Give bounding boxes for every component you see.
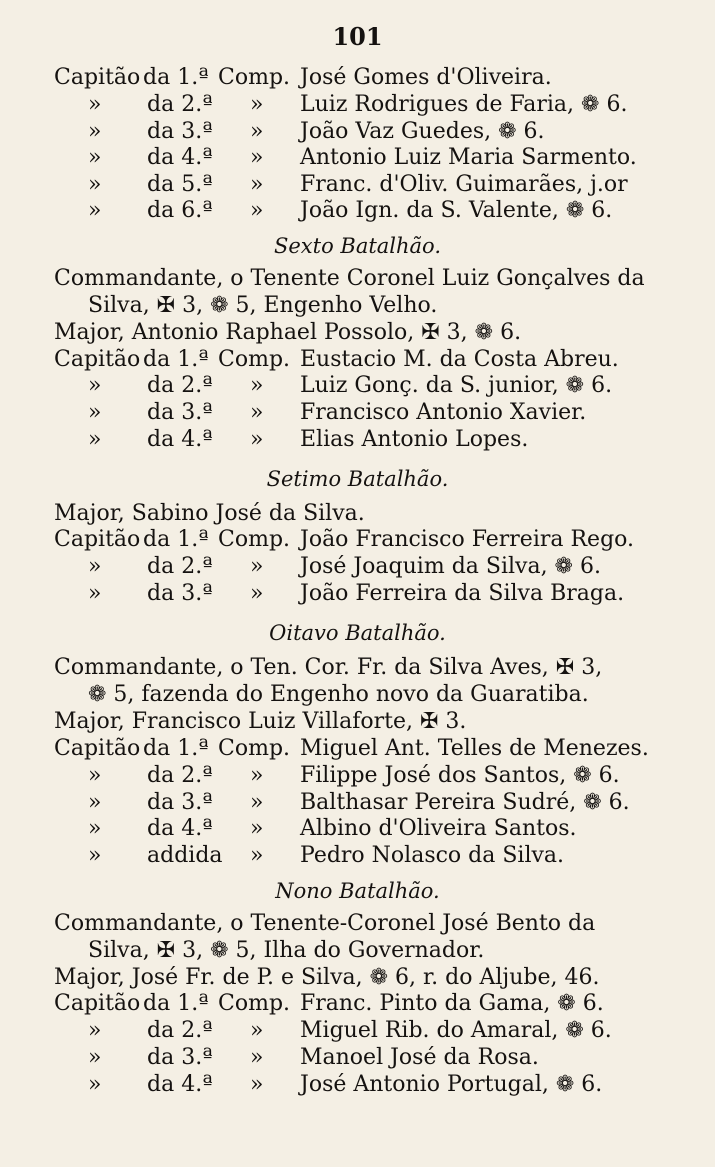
officer-name: José Joaquim da Silva, ❁ 6. [300, 554, 601, 579]
officer-name: Balthasar Pereira Sudré, ❁ 6. [300, 790, 630, 815]
text-line: Commandante, o Ten. Cor. Fr. da Silva Aves, ✠ 3, [54, 655, 603, 680]
officer-name: Franc. Pinto da Gama, ❁ 6. [300, 991, 604, 1016]
company-label: da 1.ª [143, 736, 209, 761]
officer-name: Filippe José dos Santos, ❁ 6. [300, 763, 620, 788]
ditto-mark: » [250, 581, 264, 606]
ditto-mark: » [88, 1045, 102, 1070]
ditto-mark: » [88, 145, 102, 170]
officer-name: Eustacio M. da Costa Abreu. [300, 347, 619, 372]
officer-name: José Gomes d'Oliveira. [300, 65, 552, 90]
ditto-mark: » [88, 400, 102, 425]
text-line: Major, Francisco Luiz Villaforte, ✠ 3. [54, 709, 467, 734]
company-label: da 3.ª [147, 119, 213, 144]
ditto-mark: » [250, 119, 264, 144]
text-line: Major, Sabino José da Silva. [54, 501, 365, 526]
ditto-mark: » [250, 843, 264, 868]
officer-name: Elias Antonio Lopes. [300, 427, 529, 452]
ditto-mark: » [250, 92, 264, 117]
company-label: da 3.ª [147, 581, 213, 606]
company-label: da 5.ª [147, 172, 213, 197]
ditto-mark: » [88, 581, 102, 606]
ditto-mark: » [250, 400, 264, 425]
company-label: da 6.ª [147, 198, 213, 223]
officer-name: Albino d'Oliveira Santos. [300, 816, 577, 841]
ditto-mark: » [88, 198, 102, 223]
ditto-mark: » [250, 790, 264, 815]
ditto-mark: » [250, 145, 264, 170]
text-line: Commandante, o Tenente Coronel Luiz Gonçalves da [54, 266, 645, 291]
comp-label: Comp. [218, 991, 291, 1016]
ditto-mark: » [88, 816, 102, 841]
company-label: da 1.ª [143, 65, 209, 90]
text-line: Major, José Fr. de P. e Silva, ❁ 6, r. do Aljube, 46. [54, 965, 600, 990]
company-label: da 1.ª [143, 527, 209, 552]
battalion-heading: Setimo Batalhão. [266, 467, 449, 491]
company-label: da 2.ª [147, 373, 213, 398]
ditto-mark: » [88, 172, 102, 197]
company-label: da 1.ª [143, 991, 209, 1016]
text-line: Silva, ✠ 3, ❁ 5, Ilha do Governador. [88, 938, 485, 963]
comp-label: Comp. [218, 527, 291, 552]
comp-label: Comp. [218, 736, 291, 761]
ditto-mark: » [250, 1018, 264, 1043]
ditto-mark: » [88, 554, 102, 579]
officer-name: Francisco Antonio Xavier. [300, 400, 587, 425]
officer-name: João Vaz Guedes, ❁ 6. [300, 119, 545, 144]
company-label: da 4.ª [147, 816, 213, 841]
officer-name: Antonio Luiz Maria Sarmento. [300, 145, 637, 170]
ditto-mark: » [250, 1045, 264, 1070]
company-label: da 2.ª [147, 763, 213, 788]
ditto-mark: » [250, 554, 264, 579]
officer-name: Miguel Ant. Telles de Menezes. [300, 736, 649, 761]
rank-label: Capitão [54, 65, 141, 90]
officer-name: Luiz Gonç. da S. junior, ❁ 6. [300, 373, 613, 398]
text-line: ❁ 5, fazenda do Engenho novo da Guaratiba. [88, 682, 589, 707]
officer-name: Miguel Rib. do Amaral, ❁ 6. [300, 1018, 612, 1043]
page-number: 101 [332, 22, 383, 51]
company-label: da 4.ª [147, 1072, 213, 1097]
battalion-heading: Nono Batalhão. [275, 879, 440, 903]
ditto-mark: » [88, 790, 102, 815]
officer-name: Manoel José da Rosa. [300, 1045, 539, 1070]
rank-label: Capitão [54, 527, 141, 552]
ditto-mark: » [250, 172, 264, 197]
company-label: da 4.ª [147, 427, 213, 452]
company-label: addida [147, 843, 223, 868]
ditto-mark: » [250, 1072, 264, 1097]
officer-name: Luiz Rodrigues de Faria, ❁ 6. [300, 92, 628, 117]
comp-label: Comp. [218, 347, 291, 372]
ditto-mark: » [88, 119, 102, 144]
ditto-mark: » [250, 763, 264, 788]
officer-name: Franc. d'Oliv. Guimarães, j.or [300, 172, 628, 197]
text-line: Commandante, o Tenente-Coronel José Bento da [54, 911, 596, 936]
ditto-mark: » [250, 373, 264, 398]
rank-label: Capitão [54, 347, 141, 372]
ditto-mark: » [88, 427, 102, 452]
company-label: da 2.ª [147, 554, 213, 579]
ditto-mark: » [250, 198, 264, 223]
officer-name: Pedro Nolasco da Silva. [300, 843, 565, 868]
ditto-mark: » [88, 1072, 102, 1097]
ditto-mark: » [250, 816, 264, 841]
officer-name: José Antonio Portugal, ❁ 6. [300, 1072, 603, 1097]
company-label: da 3.ª [147, 790, 213, 815]
ditto-mark: » [88, 763, 102, 788]
ditto-mark: » [250, 427, 264, 452]
company-label: da 2.ª [147, 1018, 213, 1043]
officer-name: João Ferreira da Silva Braga. [300, 581, 625, 606]
company-label: da 1.ª [143, 347, 209, 372]
officer-name: João Francisco Ferreira Rego. [300, 527, 635, 552]
ditto-mark: » [88, 373, 102, 398]
company-label: da 2.ª [147, 92, 213, 117]
text-line: Major, Antonio Raphael Possolo, ✠ 3, ❁ 6. [54, 320, 522, 345]
rank-label: Capitão [54, 991, 141, 1016]
ditto-mark: » [88, 92, 102, 117]
company-label: da 3.ª [147, 1045, 213, 1070]
officer-name: João Ign. da S. Valente, ❁ 6. [300, 198, 613, 223]
text-line: Silva, ✠ 3, ❁ 5, Engenho Velho. [88, 293, 438, 318]
company-label: da 4.ª [147, 145, 213, 170]
battalion-heading: Sexto Batalhão. [273, 234, 442, 258]
ditto-mark: » [88, 1018, 102, 1043]
company-label: da 3.ª [147, 400, 213, 425]
ditto-mark: » [88, 843, 102, 868]
battalion-heading: Oitavo Batalhão. [269, 621, 446, 645]
comp-label: Comp. [218, 65, 291, 90]
rank-label: Capitão [54, 736, 141, 761]
